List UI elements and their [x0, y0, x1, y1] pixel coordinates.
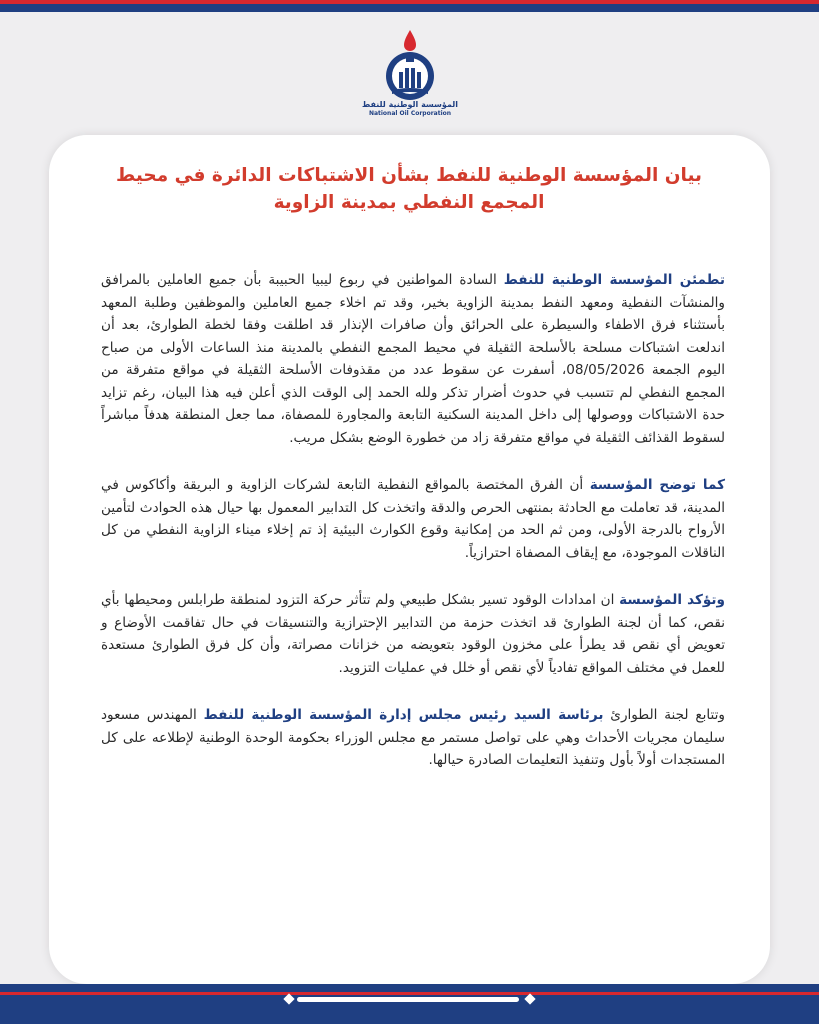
statement-card: [49, 135, 770, 984]
diamond-right-icon: [524, 993, 535, 1004]
paragraph-3-lead: وتؤكد المؤسسة: [619, 592, 725, 608]
paragraph-2: [101, 474, 725, 564]
paragraph-1-lead: تطمئن المؤسسة الوطنية للنفط: [503, 272, 725, 288]
top-red-stripe: [0, 0, 819, 4]
bottom-divider-pill: [297, 997, 519, 1002]
logo-name-en: National Oil Corporation: [368, 110, 452, 117]
paragraph-2-text: أن الفرق المختصة بالمواقع النفطية التابعة لشركات الزاوية و البريقة وأكاكوس في المدينة، قد تعاملت مع الحادثة بمنتهى الحرص والدقة واتخذت كل التدابير المعمول بها حيال هذه الحوادث لتأمين الأرواح بالدرجة الأولى، ومن ثم الحد من إمكانية وقوع الكوارث البيئية إذ تم إخلاء ميناء الزاوية النفطي من كل الناقلات الموجودة، مع إيقاف المصفاة احترازياً.: [101, 477, 725, 561]
paragraph-1-text: السادة المواطنين في ربوع ليبيا الحبيبة بأن جميع العاملين بالمرافق والمنشآت النفطية ومعهد النفط بمدينة الزاوية بخير، وقد تم اخلاء جميع العاملين والموظفين وطلبة المعهد بأستثناء فرق الاطفاء والسيطرة على الحرائق وأن صافرات الإنذار قد اطلقت وفقا لخطة الطوارئ، بعد أن اندلعت اشتباكات مسلحة بالأسلحة الثقيلة في محيط المجمع النفطي بالمدينة منذ الساعات الأولى من صباح اليوم الجمعة 08/05/2026، أسفرت عن سقوط عدد من مقذوفات الأسلحة الثقيلة في مواقع متفرقة من المجمع النفطي لم تتسبب في حدوث أضرار تذكر ولله الحمد إلى الوقت الذي أعلن فيه هذا البيان، رغم تزايد حدة الاشتباكات ووصولها إلى داخل المدينة السكنية التابعة والمجاورة للمصفاة، مما جعل المنطقة هدفاً مباشراً لسقوط القذائف الثقيلة في مواقع متفرقة زاد من خطورة الوضع بشكل مريب.: [101, 272, 725, 446]
logo-name-ar: المؤسسة الوطنية للنفط: [361, 100, 459, 109]
paragraph-2-lead: كما توضح المؤسسة: [589, 477, 725, 493]
statement-body: [101, 269, 725, 797]
statement-title: بيان المؤسسة الوطنية للنفط بشأن الاشتباكات الدائرة في محيط المجمع النفطي بمدينة الزاوية: [116, 165, 702, 213]
paragraph-3: [101, 589, 725, 679]
paragraph-4: [101, 704, 725, 772]
paragraph-4-pre: وتتابع لجنة الطوارئ: [603, 707, 725, 723]
paragraph-1: [101, 269, 725, 449]
bottom-red-stripe: [0, 992, 819, 995]
top-bar: [0, 0, 819, 12]
bottom-bar: [0, 984, 819, 1024]
diamond-left-icon: [283, 993, 294, 1004]
paragraph-3-text: ان امدادات الوقود تسير بشكل طبيعي ولم تتأثر حركة التزود لمنطقة طرابلس ومحيطها بأي نقص، كما أن لجنة الطوارئ قد اتخذت حزمة من التدابير الإحترازية والتنسيقات في حال تفاقمت الأوضاع و تعويض أي نقص قد يطرأ على مخزون الوقود بتعويضه من خزانات مصراتة، وأن كل فرق الطوارئ مستعدة للعمل في مختلف المواقع تفادياً لأي نقص أو خلل في عمليات التزويد.: [101, 592, 725, 676]
logo-caption: [350, 100, 470, 118]
paragraph-4-text: المهندس مسعود سليمان مجريات الأحداث وهي على تواصل مستمر مع مجلس الوزراء بحكومة الوحدة الوطنية لإطلاعه على كل المستجدات أولاً بأول وتنفيذ التعليمات الصادرة حيالها.: [101, 707, 725, 768]
paragraph-4-lead: برئاسة السيد رئيس مجلس إدارة المؤسسة الوطنية للنفط: [203, 707, 604, 723]
